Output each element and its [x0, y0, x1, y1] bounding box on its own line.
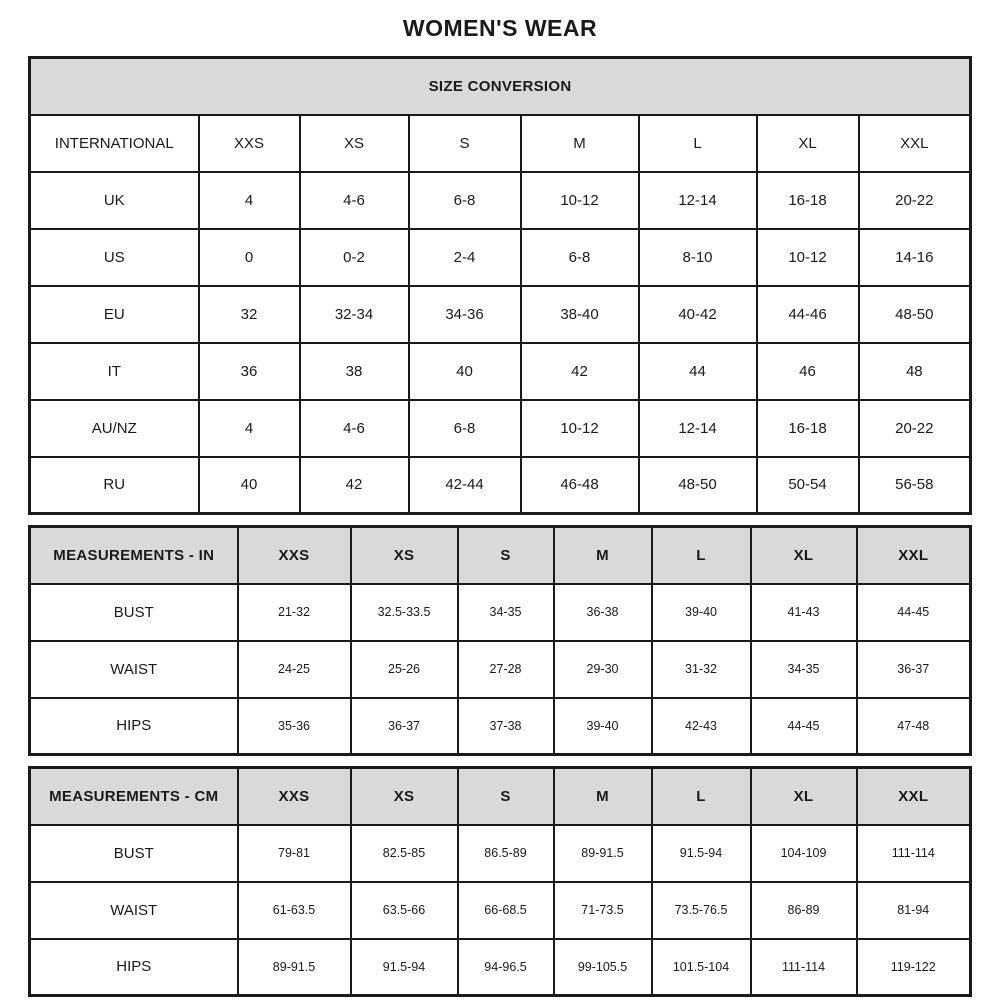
value-cell: 4: [199, 400, 300, 457]
value-cell: 14-16: [859, 229, 971, 286]
measurements-in-header-row: [30, 527, 971, 584]
size-header-cell: XXS: [238, 527, 351, 584]
value-cell: 81-94: [857, 882, 971, 939]
value-cell: 71-73.5: [554, 882, 652, 939]
size-conversion-table: [28, 56, 972, 515]
table-row: [30, 172, 971, 229]
size-header-cell: S: [458, 527, 554, 584]
row-label: AU/NZ: [30, 400, 199, 457]
value-cell: 99-105.5: [554, 939, 652, 996]
size-header-cell: M: [554, 527, 652, 584]
table-row: [30, 584, 971, 641]
size-header-cell: XXS: [238, 768, 351, 825]
value-cell: 38-40: [521, 286, 639, 343]
value-cell: 4-6: [300, 400, 409, 457]
size-header-cell: L: [652, 768, 751, 825]
value-cell: 16-18: [757, 172, 859, 229]
table-row: [30, 939, 971, 996]
value-cell: 34-36: [409, 286, 521, 343]
size-header-cell: L: [652, 527, 751, 584]
row-label: WAIST: [30, 882, 238, 939]
value-cell: 46-48: [521, 457, 639, 514]
size-header-cell: XL: [757, 115, 859, 172]
value-cell: 25-26: [351, 641, 458, 698]
value-cell: 42-43: [652, 698, 751, 755]
value-cell: 38: [300, 343, 409, 400]
value-cell: 20-22: [859, 400, 971, 457]
row-label: BUST: [30, 584, 238, 641]
value-cell: 73.5-76.5: [652, 882, 751, 939]
measurements-in-title: MEASUREMENTS - IN: [30, 527, 238, 584]
size-header-cell: XL: [751, 527, 857, 584]
value-cell: 36-38: [554, 584, 652, 641]
value-cell: 6-8: [409, 400, 521, 457]
value-cell: 29-30: [554, 641, 652, 698]
table-row: [30, 457, 971, 514]
value-cell: 12-14: [639, 400, 757, 457]
value-cell: 16-18: [757, 400, 859, 457]
value-cell: 44-45: [857, 584, 971, 641]
size-header-cell: XXL: [857, 527, 971, 584]
value-cell: 86-89: [751, 882, 857, 939]
value-cell: 20-22: [859, 172, 971, 229]
size-header-cell: L: [639, 115, 757, 172]
value-cell: 39-40: [652, 584, 751, 641]
row-label: HIPS: [30, 698, 238, 755]
value-cell: 86.5-89: [458, 825, 554, 882]
value-cell: 4: [199, 172, 300, 229]
value-cell: 6-8: [521, 229, 639, 286]
value-cell: 40: [409, 343, 521, 400]
value-cell: 48-50: [859, 286, 971, 343]
measurements-cm-header-row: [30, 768, 971, 825]
value-cell: 42-44: [409, 457, 521, 514]
value-cell: 24-25: [238, 641, 351, 698]
value-cell: 48-50: [639, 457, 757, 514]
table-row: [30, 400, 971, 457]
value-cell: 91.5-94: [351, 939, 458, 996]
value-cell: 0-2: [300, 229, 409, 286]
value-cell: 10-12: [521, 400, 639, 457]
value-cell: 79-81: [238, 825, 351, 882]
value-cell: 47-48: [857, 698, 971, 755]
international-sizes-row: [30, 115, 971, 172]
table-row: [30, 882, 971, 939]
size-header-cell: XS: [351, 527, 458, 584]
value-cell: 91.5-94: [652, 825, 751, 882]
value-cell: 42: [300, 457, 409, 514]
value-cell: 8-10: [639, 229, 757, 286]
value-cell: 111-114: [857, 825, 971, 882]
value-cell: 0: [199, 229, 300, 286]
size-header-cell: S: [409, 115, 521, 172]
value-cell: 2-4: [409, 229, 521, 286]
value-cell: 36: [199, 343, 300, 400]
value-cell: 21-32: [238, 584, 351, 641]
value-cell: 40-42: [639, 286, 757, 343]
size-conversion-header-row: [30, 58, 971, 115]
row-label: RU: [30, 457, 199, 514]
size-header-cell: M: [554, 768, 652, 825]
value-cell: 66-68.5: [458, 882, 554, 939]
value-cell: 31-32: [652, 641, 751, 698]
value-cell: 89-91.5: [554, 825, 652, 882]
value-cell: 34-35: [458, 584, 554, 641]
table-row: [30, 286, 971, 343]
row-label: BUST: [30, 825, 238, 882]
size-header-cell: XXL: [859, 115, 971, 172]
table-row: [30, 641, 971, 698]
table-row: [30, 343, 971, 400]
measurements-cm-table: [28, 766, 972, 997]
measurements-in-table: [28, 525, 972, 756]
size-chart-container: [28, 56, 969, 997]
table-row: [30, 825, 971, 882]
table-row: [30, 229, 971, 286]
row-label: UK: [30, 172, 199, 229]
size-header-cell: XL: [751, 768, 857, 825]
value-cell: 111-114: [751, 939, 857, 996]
value-cell: 35-36: [238, 698, 351, 755]
measurements-cm-title: MEASUREMENTS - CM: [30, 768, 238, 825]
value-cell: 63.5-66: [351, 882, 458, 939]
value-cell: 41-43: [751, 584, 857, 641]
size-header-cell: S: [458, 768, 554, 825]
row-label: IT: [30, 343, 199, 400]
value-cell: 36-37: [857, 641, 971, 698]
size-conversion-title: SIZE CONVERSION: [30, 58, 971, 115]
value-cell: 32-34: [300, 286, 409, 343]
value-cell: 119-122: [857, 939, 971, 996]
value-cell: 44-46: [757, 286, 859, 343]
value-cell: 50-54: [757, 457, 859, 514]
value-cell: 94-96.5: [458, 939, 554, 996]
value-cell: 34-35: [751, 641, 857, 698]
value-cell: 6-8: [409, 172, 521, 229]
value-cell: 101.5-104: [652, 939, 751, 996]
value-cell: 27-28: [458, 641, 554, 698]
value-cell: 82.5-85: [351, 825, 458, 882]
size-header-cell: M: [521, 115, 639, 172]
row-label: INTERNATIONAL: [30, 115, 199, 172]
value-cell: 40: [199, 457, 300, 514]
value-cell: 48: [859, 343, 971, 400]
value-cell: 44-45: [751, 698, 857, 755]
row-label: US: [30, 229, 199, 286]
page-title: WOMEN'S WEAR: [402, 15, 598, 41]
value-cell: 42: [521, 343, 639, 400]
value-cell: 10-12: [521, 172, 639, 229]
value-cell: 46: [757, 343, 859, 400]
value-cell: 89-91.5: [238, 939, 351, 996]
value-cell: 61-63.5: [238, 882, 351, 939]
table-row: [30, 698, 971, 755]
row-label: EU: [30, 286, 199, 343]
value-cell: 4-6: [300, 172, 409, 229]
value-cell: 12-14: [639, 172, 757, 229]
value-cell: 32.5-33.5: [351, 584, 458, 641]
value-cell: 104-109: [751, 825, 857, 882]
row-label: WAIST: [30, 641, 238, 698]
value-cell: 37-38: [458, 698, 554, 755]
value-cell: 10-12: [757, 229, 859, 286]
size-header-cell: XXL: [857, 768, 971, 825]
value-cell: 32: [199, 286, 300, 343]
value-cell: 36-37: [351, 698, 458, 755]
value-cell: 56-58: [859, 457, 971, 514]
value-cell: 39-40: [554, 698, 652, 755]
size-header-cell: XS: [300, 115, 409, 172]
size-header-cell: XXS: [199, 115, 300, 172]
value-cell: 44: [639, 343, 757, 400]
row-label: HIPS: [30, 939, 238, 996]
size-header-cell: XS: [351, 768, 458, 825]
